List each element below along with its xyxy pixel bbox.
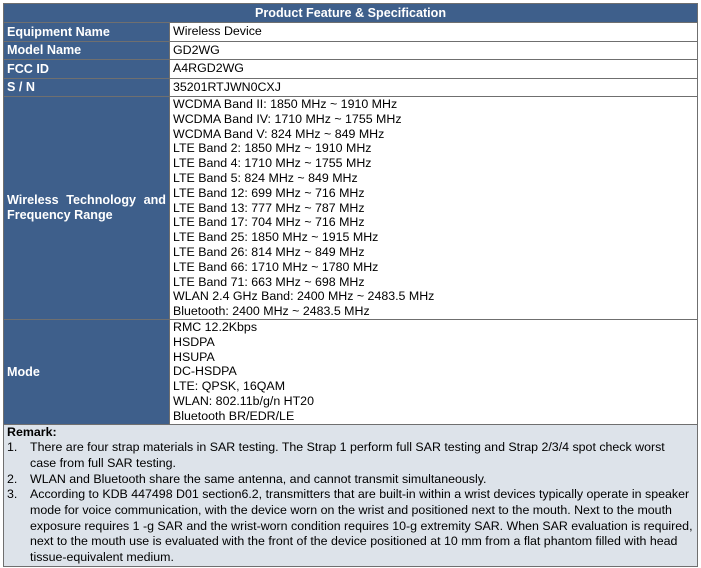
- spec-table-container: [3, 3, 697, 567]
- table-row: [4, 60, 698, 79]
- frequency-line: LTE Band 12: 699 MHz ~ 716 MHz: [173, 185, 365, 200]
- model-name-value: GD2WG: [170, 41, 698, 60]
- remark-item: [7, 440, 694, 471]
- mode-line: WLAN: 802.11b/g/n HT20: [173, 393, 314, 408]
- frequency-line: LTE Band 17: 704 MHz ~ 716 MHz: [173, 215, 365, 230]
- fcc-id-label: FCC ID: [4, 60, 170, 79]
- frequency-line: LTE Band 26: 814 MHz ~ 849 MHz: [173, 244, 365, 259]
- model-name-label: Model Name: [4, 41, 170, 60]
- mode-line: DC-HSDPA: [173, 364, 237, 379]
- remark-row: [4, 424, 698, 566]
- table-row: [4, 41, 698, 60]
- wireless-technology-label: Wireless Technology and Frequency Range: [4, 97, 170, 320]
- remark-title: Remark:: [7, 424, 57, 439]
- remark-section: [4, 424, 698, 566]
- table-row: [4, 78, 698, 97]
- remark-item: [7, 472, 694, 488]
- product-spec-table: [3, 3, 698, 567]
- frequency-line: WCDMA Band IV: 1710 MHz ~ 1755 MHz: [173, 111, 402, 126]
- remark-text: According to KDB 447498 D01 section6.2, transmitters that are built-in within a wrist devices typically operate in speaker mode for voice communication, with the device worn on the wrist and positioned next to the mouth. Next to the mouth exposure requires 1 -g SAR and the wrist-worn condition requires 10-g extremity SAR. When SAR evaluation is required, next to the mouth use is evaluated with the front of the device positioned at 10 mm from a flat phantom filled with head tissue-equivalent medium.: [30, 487, 693, 565]
- remark-item: [7, 487, 694, 566]
- mode-line: HSDPA: [173, 334, 215, 349]
- remark-list: [7, 440, 694, 566]
- mode-line: Bluetooth BR/EDR/LE: [173, 408, 295, 423]
- frequency-line: LTE Band 4: 1710 MHz ~ 1755 MHz: [173, 156, 372, 171]
- mode-values: [170, 319, 698, 424]
- serial-number-value: 35201RTJWN0CXJ: [170, 78, 698, 97]
- fcc-id-value: A4RGD2WG: [170, 60, 698, 79]
- frequency-line: WLAN 2.4 GHz Band: 2400 MHz ~ 2483.5 MHz: [173, 289, 435, 304]
- mode-line: HSUPA: [173, 349, 215, 364]
- table-row: [4, 23, 698, 42]
- frequency-line: LTE Band 71: 663 MHz ~ 698 MHz: [173, 274, 365, 289]
- serial-number-label: S / N: [4, 78, 170, 97]
- frequency-line: LTE Band 66: 1710 MHz ~ 1780 MHz: [173, 259, 379, 274]
- remark-number: 3.: [7, 487, 18, 502]
- remark-number: 1.: [7, 440, 18, 455]
- equipment-name-label: Equipment Name: [4, 23, 170, 42]
- mode-label: Mode: [4, 319, 170, 424]
- frequency-line: LTE Band 25: 1850 MHz ~ 1915 MHz: [173, 230, 379, 245]
- table-title: Product Feature & Specification: [4, 4, 698, 23]
- mode-line: RMC 12.2Kbps: [173, 319, 258, 334]
- frequency-line: Bluetooth: 2400 MHz ~ 2483.5 MHz: [173, 304, 370, 319]
- frequency-line: WCDMA Band II: 1850 MHz ~ 1910 MHz: [173, 97, 398, 111]
- frequency-line: LTE Band 5: 824 MHz ~ 849 MHz: [173, 170, 358, 185]
- equipment-name-value: Wireless Device: [170, 23, 698, 42]
- remark-number: 2.: [7, 471, 18, 486]
- frequency-line: LTE Band 2: 1850 MHz ~ 1910 MHz: [173, 141, 372, 156]
- table-row: [4, 97, 698, 320]
- remark-text: There are four strap materials in SAR testing. The Strap 1 perform full SAR testing and Strap 2/3/4 spot check worst case from full SAR testing.: [30, 440, 665, 470]
- mode-line: LTE: QPSK, 16QAM: [173, 379, 286, 394]
- wireless-technology-values: [170, 97, 698, 320]
- frequency-line: LTE Band 13: 777 MHz ~ 787 MHz: [173, 200, 365, 215]
- remark-text: WLAN and Bluetooth share the same antenna, and cannot transmit simultaneously.: [30, 471, 487, 486]
- table-header-row: [4, 4, 698, 23]
- table-row: [4, 319, 698, 424]
- frequency-line: WCDMA Band V: 824 MHz ~ 849 MHz: [173, 126, 385, 141]
